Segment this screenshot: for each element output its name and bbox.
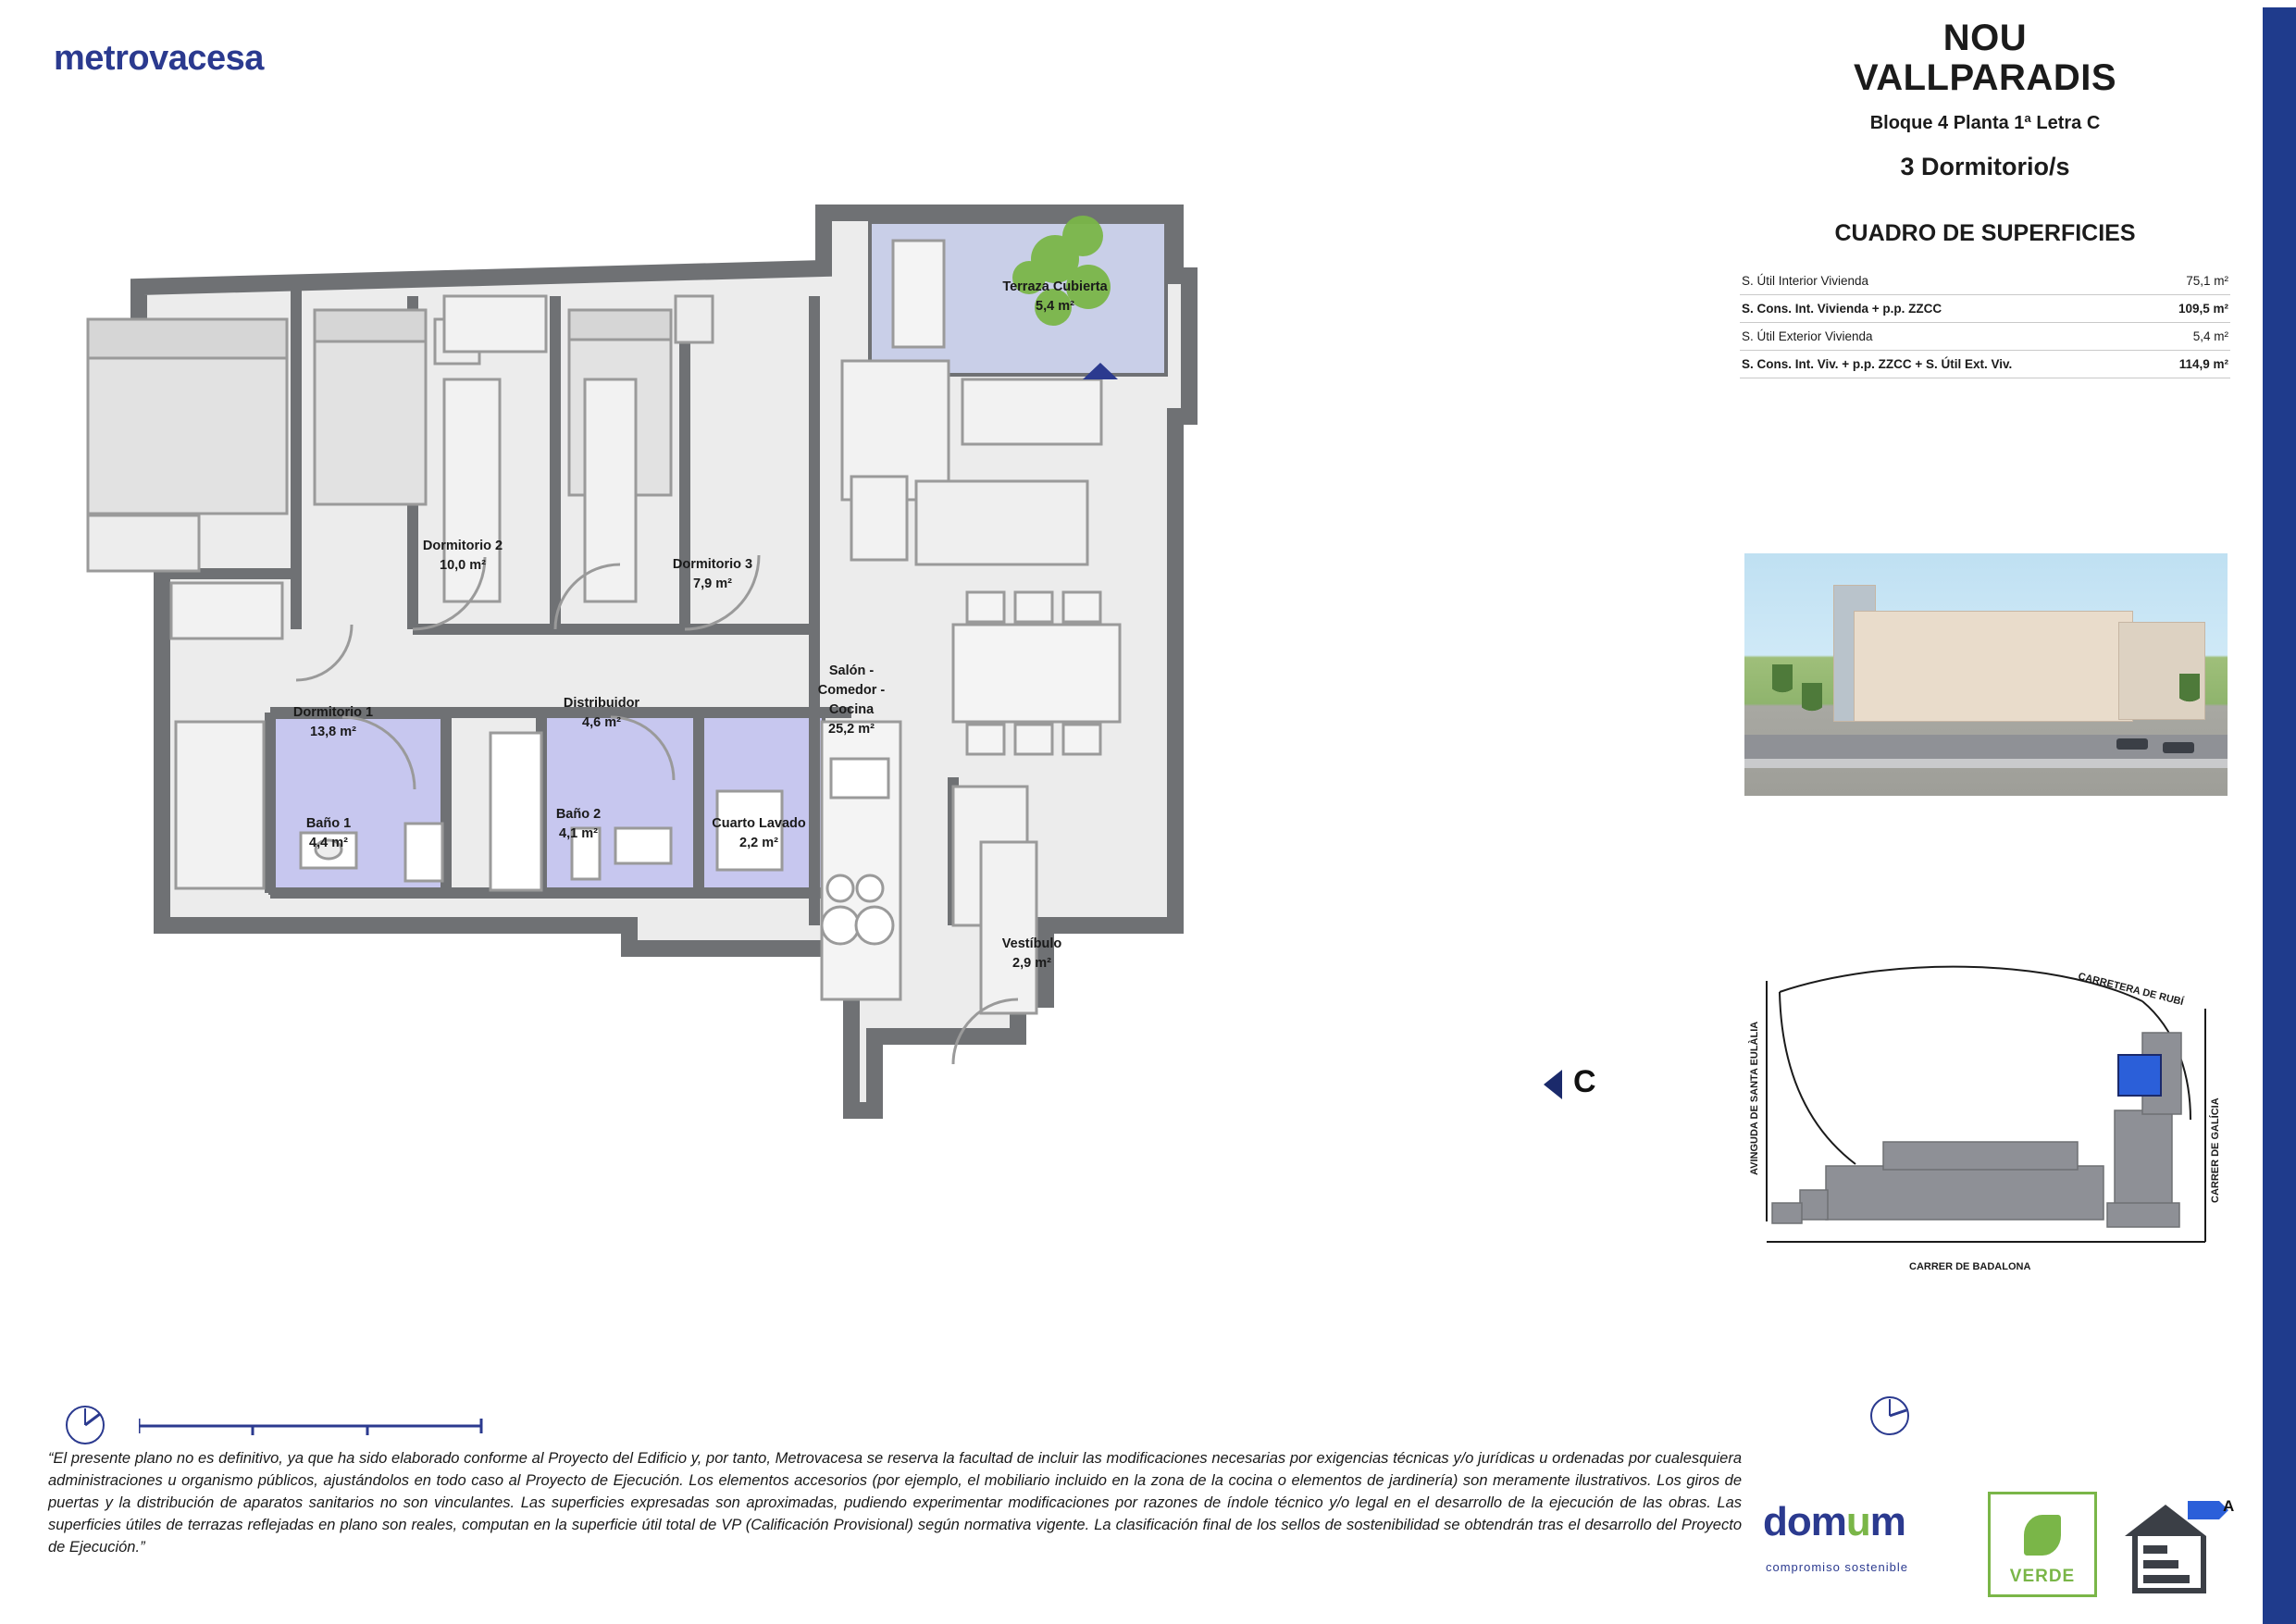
table-row (1740, 323, 2230, 351)
room-label-cuarto-lavado: Cuarto Lavado 2,2 m² (712, 816, 806, 851)
surface-label: S. Cons. Int. Vivienda + p.p. ZZCC (1740, 295, 2150, 323)
render-car (2116, 738, 2148, 750)
surface-value: 114,9 m² (2150, 351, 2230, 378)
room-label-dormitorio-1: Dormitorio 1 13,8 m² (292, 705, 374, 740)
surface-value: 75,1 m² (2150, 267, 2230, 295)
highlighted-unit (2118, 1055, 2161, 1096)
surface-label: S. Útil Exterior Vivienda (1740, 323, 2150, 351)
surfaces-heading: CUADRO DE SUPERFICIES (1834, 220, 2136, 247)
render-car (2163, 742, 2194, 753)
render-curb (1744, 759, 2228, 768)
street-label-right: CARRER DE GALÍCIA (2210, 1097, 2221, 1203)
energy-letter: A (2223, 1497, 2235, 1515)
render-tree (2179, 674, 2200, 711)
surface-label: S. Útil Interior Vivienda (1740, 267, 2150, 295)
energy-bar (2143, 1560, 2178, 1568)
right-edge-bar (2263, 0, 2296, 1624)
street-label-top: CARRETERA DE RUBÍ (2077, 971, 2185, 1009)
entry-letter: C (1573, 1064, 1596, 1099)
energy-bar (2143, 1545, 2167, 1554)
room-label-dormitorio-3: Dormitorio 3 7,9 m² (672, 557, 753, 592)
table-row (1740, 351, 2230, 378)
room-label-terraza: Terraza Cubierta 5,4 m² (1002, 279, 1108, 315)
floor-plan (37, 111, 1703, 1425)
verde-label: VERDE (2009, 1567, 2076, 1586)
render-tree (1802, 683, 1822, 720)
energy-flag-icon (2188, 1501, 2219, 1519)
table-row (1740, 267, 2230, 295)
domum-tagline: compromiso sostenible (1766, 1560, 1908, 1574)
surfaces-table (1740, 267, 2230, 378)
surface-label: S. Cons. Int. Viv. + p.p. ZZCC + S. Útil Ext. Viv. (1740, 351, 2150, 378)
leaf-icon (2024, 1515, 2061, 1556)
project-rooms: 3 Dormitorio/s (1900, 153, 2070, 181)
room-label-dormitorio-2: Dormitorio 2 10,0 m² (422, 539, 503, 574)
info-panel (1740, 19, 2230, 378)
domum-logo: domum (1763, 1499, 1905, 1544)
location-plan (1744, 944, 2228, 1288)
floor-plan-drawing (37, 111, 1703, 1425)
render-tree (1772, 664, 1793, 701)
edge-bar-gap (2263, 0, 2296, 7)
bano2-fill (541, 713, 708, 893)
entry-arrow-icon (1544, 1070, 1562, 1099)
render-road (1744, 735, 2228, 759)
render-main-building (1854, 611, 2133, 722)
room-label-vestibulo: Vestíbulo 2,9 m² (1001, 936, 1062, 972)
surface-value: 109,5 m² (2150, 295, 2230, 323)
surface-value: 5,4 m² (2150, 323, 2230, 351)
compass-icon-right (1862, 1388, 1917, 1448)
street-label-bottom: CARRER DE BADALONA (1909, 1261, 2031, 1272)
table-row (1740, 295, 2230, 323)
room-label-salon-comedor-cocina: Salón - Comedor - Cocina 25,2 m² (817, 663, 886, 738)
energy-rating-logo (2119, 1488, 2235, 1595)
building-render-image (1744, 553, 2228, 796)
room-label-bano-1: Baño 1 4,4 m² (305, 816, 352, 851)
disclaimer-text: “El presente plano no es definitivo, ya que ha sido elaborado conforme al Proyecto del Edificio y, por tanto, Metrovacesa se reserva la facultad de incluir las modificaciones necesarias por exigencias técnicas y/o jurídicas u ordenadas por cualesquiera administraciones u organismo públicos, ajustándolos en todo caso al Proyecto de Ejecución. Los elementos accesorios (por ejemplo, el mobiliario incluido en la zona de la cocina o elementos de jardinería) son meramente ilustrativos. Los giros de puertas y la distribución de aparatos sanitarios no son vinculantes. Las superficies expresadas son aproximadas, pudiendo experimentar modificaciones por razones de índole técnico y/o legal en el desarrollo de la ejecución de las obras. Las superficies útiles de terrazas reflejadas en plano son reales, computan en la superficie útil total de VP (Calificación Provisional) según normativa vigente. La clasificación final de los sellos de sostenibilidad se obtendrán tras el desarrollo del Proyecto de Ejecución.” (48, 1450, 1742, 1556)
location-plan-drawing (1744, 944, 2228, 1288)
energy-bar (2143, 1575, 2190, 1583)
project-subtitle: Bloque 4 Planta 1ª Letra C (1869, 113, 2101, 134)
company-logo: metrovacesa (54, 39, 264, 78)
street-label-left: AVINGUDA DE SANTA EULÀLIA (1749, 1021, 1760, 1175)
verde-certification-logo (1988, 1492, 2097, 1597)
room-label-distribuidor: Distribuidor 4,6 m² (563, 696, 640, 731)
scale-bar (139, 1413, 490, 1442)
project-title: NOU VALLPARADIS (1853, 18, 2116, 99)
room-label-bano-2: Baño 2 4,1 m² (555, 807, 602, 842)
